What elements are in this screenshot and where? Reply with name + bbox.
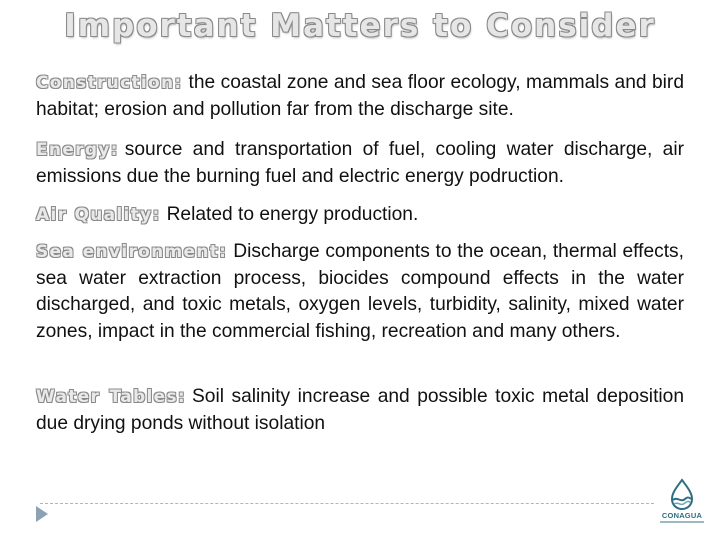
item-text: Discharge components to the ocean, thermal effects, sea water extraction process, biocides compound effects in the water discharged, and toxic metals, oxygen levels, turbidity, salinity, mixed water zones, impact in the commercial fishing, recreation and many others. xyxy=(36,241,684,342)
item-label: Energy: xyxy=(36,140,119,160)
item-air-quality xyxy=(36,202,684,229)
item-text: source and transportation of fuel, cooling water discharge, air emissions due the burning fuel and electric energy podruction. xyxy=(36,139,684,187)
item-construction xyxy=(36,70,684,123)
conagua-logo xyxy=(660,478,704,528)
footer-divider xyxy=(40,503,654,504)
logo-wordmark: CONAGUA xyxy=(661,511,703,520)
item-label: Construction: xyxy=(36,73,183,93)
logo-underline xyxy=(660,521,704,523)
item-text: Related to energy production. xyxy=(166,204,419,225)
item-sea-environment xyxy=(36,239,684,345)
item-label: Air Quality: xyxy=(36,205,161,225)
item-text: the coastal zone and sea floor ecology, mammals and bird habitat; erosion and pollution far from the discharge site. xyxy=(36,72,684,120)
item-text: Soil salinity increase and possible toxic metal deposition due drying ponds without isolation xyxy=(36,386,685,434)
item-energy xyxy=(36,137,684,190)
slide-title: Important Matters to Consider xyxy=(64,8,656,44)
item-water-tables xyxy=(36,384,684,437)
water-drop-wave-logo-icon xyxy=(660,478,704,512)
item-label: Water Tables: xyxy=(36,387,186,407)
item-label: Sea environment: xyxy=(36,242,228,262)
next-slide-arrow-icon[interactable] xyxy=(36,506,48,522)
